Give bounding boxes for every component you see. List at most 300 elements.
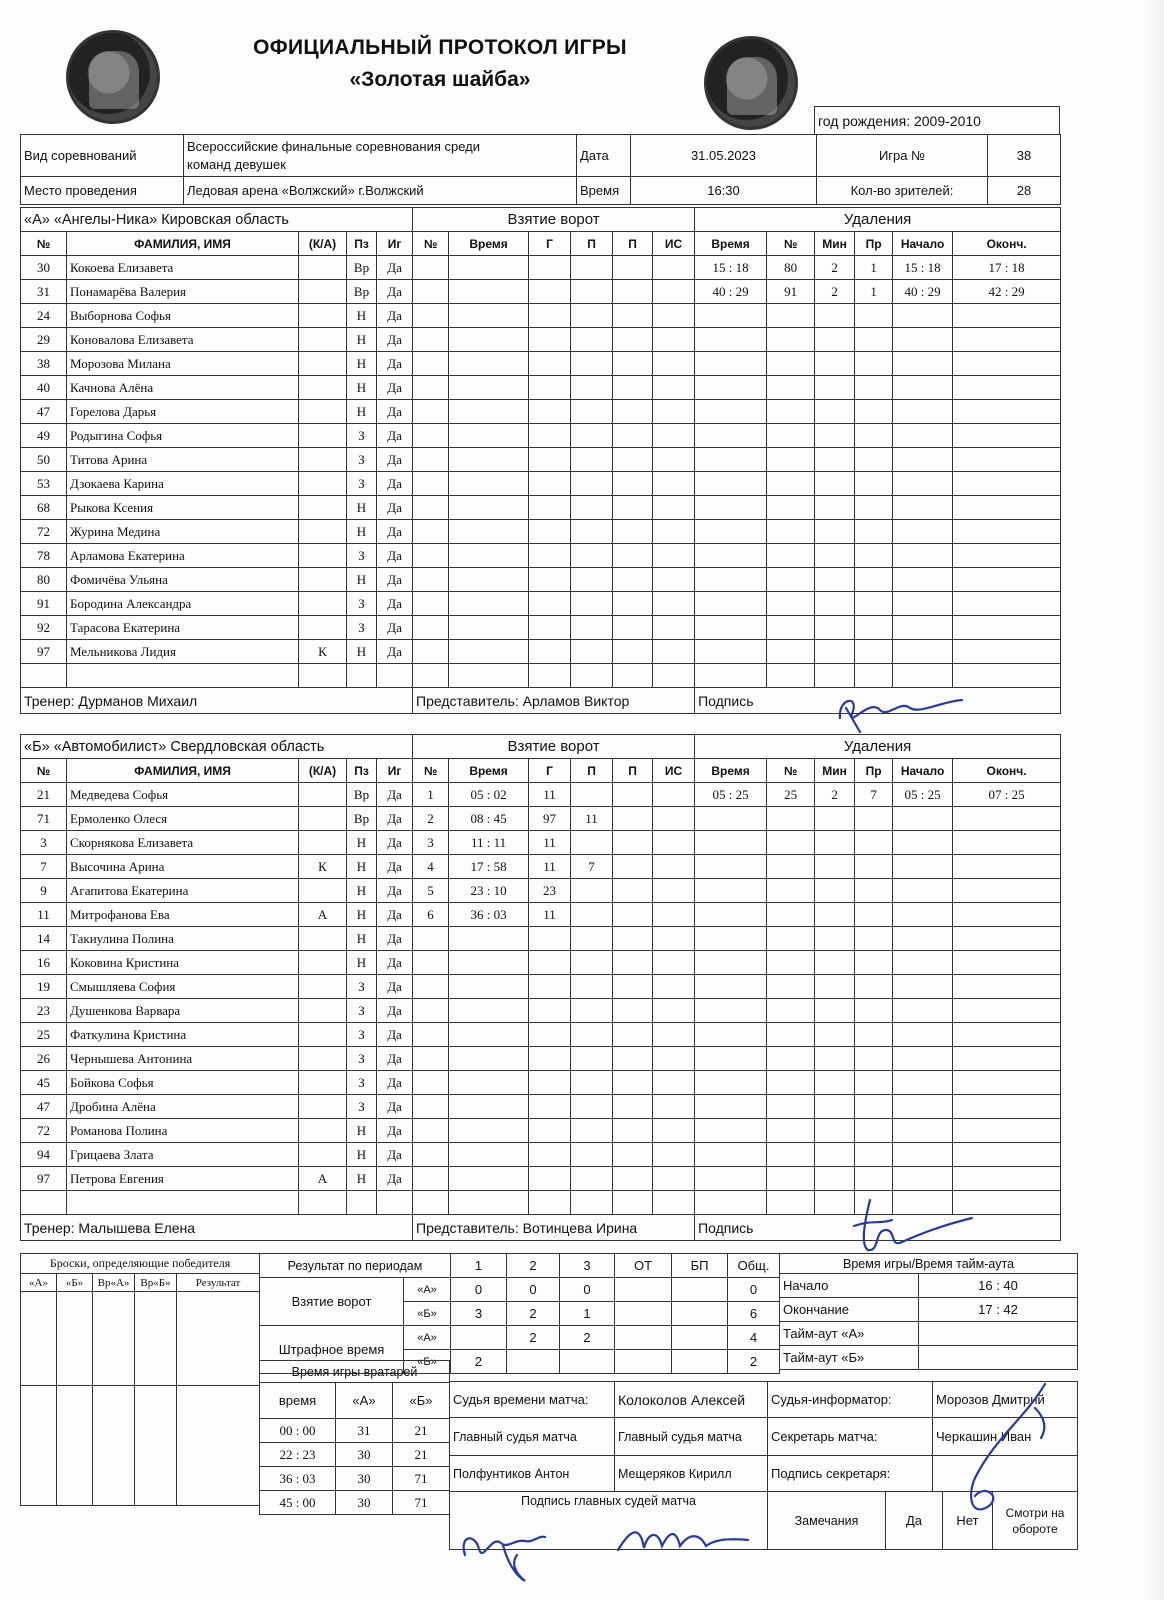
player-played: Да	[377, 544, 413, 568]
penalty-end	[953, 472, 1061, 496]
penalty-reason	[855, 400, 893, 424]
player-number: 31	[21, 280, 67, 304]
goal-is	[653, 304, 695, 328]
goal-is	[653, 855, 695, 879]
penalty-player-header: №	[767, 759, 815, 783]
pim-a-p3: 2	[560, 1326, 615, 1350]
penalty-num	[767, 1143, 815, 1167]
goal-time	[449, 1023, 529, 1047]
player-name: Романова Полина	[67, 1119, 299, 1143]
penalty-num	[767, 592, 815, 616]
signature-label: Подпись	[695, 1215, 1061, 1241]
penalty-end-header: Оконч.	[953, 759, 1061, 783]
penalty-time	[695, 328, 767, 352]
penalty-reason	[855, 903, 893, 927]
player-position: Н	[347, 903, 377, 927]
player-number: 38	[21, 352, 67, 376]
player-role	[299, 1071, 347, 1095]
goal-is	[653, 376, 695, 400]
penalty-end	[953, 807, 1061, 831]
penalty-min	[815, 496, 855, 520]
goal-time	[449, 568, 529, 592]
player-row	[21, 472, 1061, 496]
player-role	[299, 999, 347, 1023]
player-position: Н	[347, 640, 377, 664]
start-label: Начало	[780, 1274, 919, 1298]
penalty-start: 05 : 25	[893, 783, 953, 807]
referee-label-2: Главный судья матча	[615, 1418, 768, 1456]
goal-g	[529, 496, 571, 520]
goal-g	[529, 1071, 571, 1095]
player-role: А	[299, 903, 347, 927]
goal-p1	[571, 1143, 613, 1167]
goal-p1	[571, 448, 613, 472]
penalty-num	[767, 807, 815, 831]
goal-g	[529, 616, 571, 640]
goal-is	[653, 496, 695, 520]
penalty-num	[767, 664, 815, 688]
goal-num	[413, 616, 449, 640]
goal-p1	[571, 256, 613, 280]
goal-p2	[613, 1191, 653, 1215]
penalty-num	[767, 927, 815, 951]
penalty-min	[815, 520, 855, 544]
goal-num	[413, 927, 449, 951]
player-played: Да	[377, 400, 413, 424]
penalty-end	[953, 424, 1061, 448]
pim-a-ot	[615, 1326, 672, 1350]
player-name	[67, 1191, 299, 1215]
player-role	[299, 520, 347, 544]
goal-is	[653, 616, 695, 640]
goal-is	[653, 1047, 695, 1071]
penalty-reason: 7	[855, 783, 893, 807]
goalie-b-number: 71	[393, 1467, 450, 1491]
penalty-start	[893, 400, 953, 424]
goal-time	[449, 1119, 529, 1143]
penalty-start	[893, 304, 953, 328]
penalty-min	[815, 448, 855, 472]
goal-g	[529, 975, 571, 999]
player-number: 21	[21, 783, 67, 807]
player-role	[299, 664, 347, 688]
goal-time	[449, 975, 529, 999]
total-header: Общ.	[728, 1254, 780, 1278]
penalty-num	[767, 568, 815, 592]
penalty-num	[767, 616, 815, 640]
goal-num	[413, 1047, 449, 1071]
goal-is	[653, 1191, 695, 1215]
spectators-value: 28	[988, 177, 1061, 205]
penalty-num: 91	[767, 280, 815, 304]
penalty-end	[953, 544, 1061, 568]
start-time: 16 : 40	[919, 1274, 1078, 1298]
penalty-start	[893, 328, 953, 352]
penalty-time	[695, 592, 767, 616]
time-label: Время	[577, 177, 631, 205]
penalty-num: 25	[767, 783, 815, 807]
secretary-name: Черкашин Иван	[933, 1418, 1078, 1456]
player-number: 47	[21, 400, 67, 424]
player-row	[21, 903, 1061, 927]
player-position: Н	[347, 328, 377, 352]
goal-g	[529, 1095, 571, 1119]
player-row	[21, 616, 1061, 640]
player-number: 14	[21, 927, 67, 951]
player-played	[377, 664, 413, 688]
goal-time	[449, 592, 529, 616]
player-played: Да	[377, 1095, 413, 1119]
penalty-end	[953, 520, 1061, 544]
player-name: Горелова Дарья	[67, 400, 299, 424]
goal-is	[653, 927, 695, 951]
goal-g	[529, 520, 571, 544]
penalty-end	[953, 855, 1061, 879]
player-role	[299, 376, 347, 400]
goal-g	[529, 592, 571, 616]
player-row	[21, 496, 1061, 520]
player-position: Н	[347, 1119, 377, 1143]
penalty-time	[695, 927, 767, 951]
goal-time	[449, 927, 529, 951]
goal-is	[653, 352, 695, 376]
goal-p2	[613, 256, 653, 280]
player-row	[21, 1047, 1061, 1071]
goal-p2	[613, 568, 653, 592]
referee-1-name: Полфунтиков Антон	[450, 1456, 615, 1492]
goal-p2	[613, 951, 653, 975]
player-name: Медведева Софья	[67, 783, 299, 807]
goal-num: 1	[413, 783, 449, 807]
goalie-a-number: 30	[336, 1467, 393, 1491]
penalty-min	[815, 472, 855, 496]
player-position: З	[347, 424, 377, 448]
penalty-player-header: №	[767, 232, 815, 256]
goal-p2	[613, 472, 653, 496]
goal-is	[653, 1167, 695, 1191]
goal-is	[653, 424, 695, 448]
goal-g: 23	[529, 879, 571, 903]
player-row	[21, 664, 1061, 688]
penalty-time	[695, 1095, 767, 1119]
goal-is	[653, 520, 695, 544]
timeout-b-label: Тайм-аут «Б»	[780, 1346, 919, 1370]
period-1-header: 1	[451, 1254, 507, 1278]
goal-p2	[613, 831, 653, 855]
goal-time	[449, 400, 529, 424]
penalty-time	[695, 1119, 767, 1143]
player-number: 19	[21, 975, 67, 999]
penalty-start: 15 : 18	[893, 256, 953, 280]
goal-time	[449, 424, 529, 448]
goal-p2	[613, 903, 653, 927]
representative-label: Представитель:	[416, 692, 519, 709]
pim-b-p2	[507, 1350, 560, 1374]
penalty-start	[893, 352, 953, 376]
penalty-end	[953, 831, 1061, 855]
player-played: Да	[377, 783, 413, 807]
penalty-min	[815, 328, 855, 352]
penalty-min	[815, 1071, 855, 1095]
goal-g	[529, 424, 571, 448]
goal-p1	[571, 951, 613, 975]
penalty-time	[695, 424, 767, 448]
goal-time	[449, 376, 529, 400]
player-position	[347, 1191, 377, 1215]
player-name: Родыгина Софья	[67, 424, 299, 448]
penalty-end	[953, 1047, 1061, 1071]
penalty-reason	[855, 1119, 893, 1143]
venue-label: Место проведения	[21, 177, 184, 205]
time-value: 16:30	[631, 177, 817, 205]
penalty-end: 42 : 29	[953, 280, 1061, 304]
penalty-min	[815, 304, 855, 328]
goal-time	[449, 1167, 529, 1191]
captain-header: (К/А)	[299, 759, 347, 783]
pim-b-p1: 2	[451, 1350, 507, 1374]
player-played: Да	[377, 975, 413, 999]
player-played: Да	[377, 1119, 413, 1143]
penalty-num	[767, 1047, 815, 1071]
penalty-end	[953, 1071, 1061, 1095]
goalie-row	[260, 1467, 450, 1491]
goals-a-p3: 0	[560, 1278, 615, 1302]
player-name: Митрофанова Ева	[67, 903, 299, 927]
goal-p2	[613, 520, 653, 544]
goal-num	[413, 376, 449, 400]
player-position: З	[347, 1023, 377, 1047]
goal-num	[413, 256, 449, 280]
team-a-label: «А»	[404, 1278, 451, 1302]
penalty-num	[767, 496, 815, 520]
penalty-time	[695, 352, 767, 376]
player-number: 78	[21, 544, 67, 568]
team-b-label: «Б»	[404, 1350, 451, 1374]
penalty-min	[815, 927, 855, 951]
goal-g	[529, 1023, 571, 1047]
penalty-start	[893, 424, 953, 448]
player-number: 7	[21, 855, 67, 879]
player-role	[299, 831, 347, 855]
shootout-col-header: Вр«А»	[93, 1274, 135, 1292]
pim-b-ot	[615, 1350, 672, 1374]
player-position: З	[347, 1095, 377, 1119]
penalty-reason	[855, 951, 893, 975]
goal-is	[653, 448, 695, 472]
goal-p1: 7	[571, 855, 613, 879]
competition-value: Всероссийские финальные соревнования среди команд девушек	[184, 135, 577, 177]
goals-a-p2: 0	[507, 1278, 560, 1302]
goal-num	[413, 448, 449, 472]
penalty-min	[815, 903, 855, 927]
player-number: 53	[21, 472, 67, 496]
shootout-col-header: «А»	[21, 1274, 57, 1292]
player-position: Н	[347, 855, 377, 879]
goal-p1	[571, 400, 613, 424]
player-number: 80	[21, 568, 67, 592]
penalty-time	[695, 1191, 767, 1215]
penalty-end	[953, 1119, 1061, 1143]
periods-title: Результат по периодам	[260, 1254, 451, 1278]
goal-time	[449, 1143, 529, 1167]
goal-time	[449, 999, 529, 1023]
penalty-reason-header: Пр	[855, 759, 893, 783]
goal-p2	[613, 999, 653, 1023]
goal-num	[413, 328, 449, 352]
player-role	[299, 1191, 347, 1215]
penalty-time	[695, 664, 767, 688]
goal-p2	[613, 424, 653, 448]
player-number: 91	[21, 592, 67, 616]
goal-p2	[613, 352, 653, 376]
penalty-end	[953, 376, 1061, 400]
goal-g	[529, 280, 571, 304]
player-position: Н	[347, 1167, 377, 1191]
goal-is	[653, 592, 695, 616]
penalty-time: 15 : 18	[695, 256, 767, 280]
representative-name: Вотинцева Ирина	[522, 1219, 638, 1236]
goal-num	[413, 1071, 449, 1095]
goal-g	[529, 256, 571, 280]
player-name: Дзокаева Карина	[67, 472, 299, 496]
penalty-time	[695, 520, 767, 544]
goal-num: 3	[413, 831, 449, 855]
player-position: З	[347, 448, 377, 472]
goal-situation-header: ИС	[653, 759, 695, 783]
player-played: Да	[377, 448, 413, 472]
goal-p1	[571, 496, 613, 520]
pim-a-p1	[451, 1326, 507, 1350]
penalty-start	[893, 1023, 953, 1047]
goal-p2	[613, 376, 653, 400]
penalty-reason: 1	[855, 280, 893, 304]
goal-number-header: №	[413, 232, 449, 256]
goal-num	[413, 1023, 449, 1047]
goal-is	[653, 783, 695, 807]
goal-time	[449, 616, 529, 640]
penalty-reason	[855, 520, 893, 544]
player-position: Н	[347, 400, 377, 424]
goal-is	[653, 472, 695, 496]
team-a-table	[20, 207, 1061, 714]
team-title: «Б» «Автомобилист» Свердловская область	[21, 735, 413, 759]
player-role	[299, 256, 347, 280]
penalty-num	[767, 951, 815, 975]
goal-p2	[613, 616, 653, 640]
goal-time	[449, 544, 529, 568]
player-number: 30	[21, 256, 67, 280]
penalty-num	[767, 304, 815, 328]
penalty-time	[695, 831, 767, 855]
goal-is	[653, 807, 695, 831]
penalty-reason	[855, 831, 893, 855]
player-row	[21, 1167, 1061, 1191]
penalty-start	[893, 568, 953, 592]
coach-name: Дурманов Михаил	[78, 692, 198, 709]
penalty-min	[815, 879, 855, 903]
player-played: Да	[377, 903, 413, 927]
player-name: Кокоева Елизавета	[67, 256, 299, 280]
goal-time	[449, 472, 529, 496]
player-position: Н	[347, 496, 377, 520]
player-position	[347, 664, 377, 688]
goal-time	[449, 256, 529, 280]
penalty-time: 05 : 25	[695, 783, 767, 807]
player-number: 47	[21, 1095, 67, 1119]
secretary-sign-label: Подпись секретаря:	[768, 1456, 933, 1492]
penalty-end	[953, 616, 1061, 640]
player-number: 23	[21, 999, 67, 1023]
player-position: Н	[347, 831, 377, 855]
competition-label: Вид соревнований	[21, 135, 184, 177]
penalty-min	[815, 975, 855, 999]
shootout-col-header: Вр«Б»	[135, 1274, 177, 1292]
goal-num	[413, 1095, 449, 1119]
penalty-reason	[855, 424, 893, 448]
penalty-reason	[855, 1047, 893, 1071]
penalty-minutes-header: Мин	[815, 759, 855, 783]
player-role	[299, 1095, 347, 1119]
pim-label: Штрафное время	[260, 1326, 404, 1374]
penalty-num	[767, 376, 815, 400]
player-played: Да	[377, 1167, 413, 1191]
representative-field	[413, 688, 695, 714]
goal-time	[449, 520, 529, 544]
penalty-end	[953, 1167, 1061, 1191]
goal-p1	[571, 304, 613, 328]
penalty-start	[893, 496, 953, 520]
penalty-min	[815, 424, 855, 448]
penalty-end	[953, 304, 1061, 328]
goals-a-p1: 0	[451, 1278, 507, 1302]
player-role: К	[299, 640, 347, 664]
penalty-num	[767, 544, 815, 568]
goal-g	[529, 1167, 571, 1191]
player-name: Тарасова Екатерина	[67, 616, 299, 640]
player-name: Бойкова Софья	[67, 1071, 299, 1095]
player-position: Н	[347, 568, 377, 592]
penalty-reason	[855, 1071, 893, 1095]
goal-p2	[613, 448, 653, 472]
goal-num: 6	[413, 903, 449, 927]
penalty-end: 17 : 18	[953, 256, 1061, 280]
penalty-start	[893, 927, 953, 951]
goal-g	[529, 376, 571, 400]
goalie-change-time: 36 : 03	[260, 1467, 336, 1491]
penalty-end	[953, 999, 1061, 1023]
penalty-start	[893, 616, 953, 640]
informer-name: Морозов Дмитрий	[933, 1382, 1078, 1418]
assist-1-header: П	[571, 232, 613, 256]
team-a-signature	[830, 688, 970, 736]
player-position: З	[347, 544, 377, 568]
goal-p2	[613, 1047, 653, 1071]
goal-p2	[613, 640, 653, 664]
player-played: Да	[377, 280, 413, 304]
informer-label: Судья-информатор:	[768, 1382, 933, 1418]
goal-time-header: Время	[449, 759, 529, 783]
player-role	[299, 807, 347, 831]
goal-g: 11	[529, 903, 571, 927]
player-played: Да	[377, 951, 413, 975]
player-name: Душенкова Варвара	[67, 999, 299, 1023]
penalty-num	[767, 855, 815, 879]
goals-a-so	[672, 1278, 728, 1302]
birth-year: год рождения: 2009-2010	[815, 107, 1060, 135]
penalty-reason	[855, 376, 893, 400]
player-role	[299, 352, 347, 376]
goal-is	[653, 999, 695, 1023]
